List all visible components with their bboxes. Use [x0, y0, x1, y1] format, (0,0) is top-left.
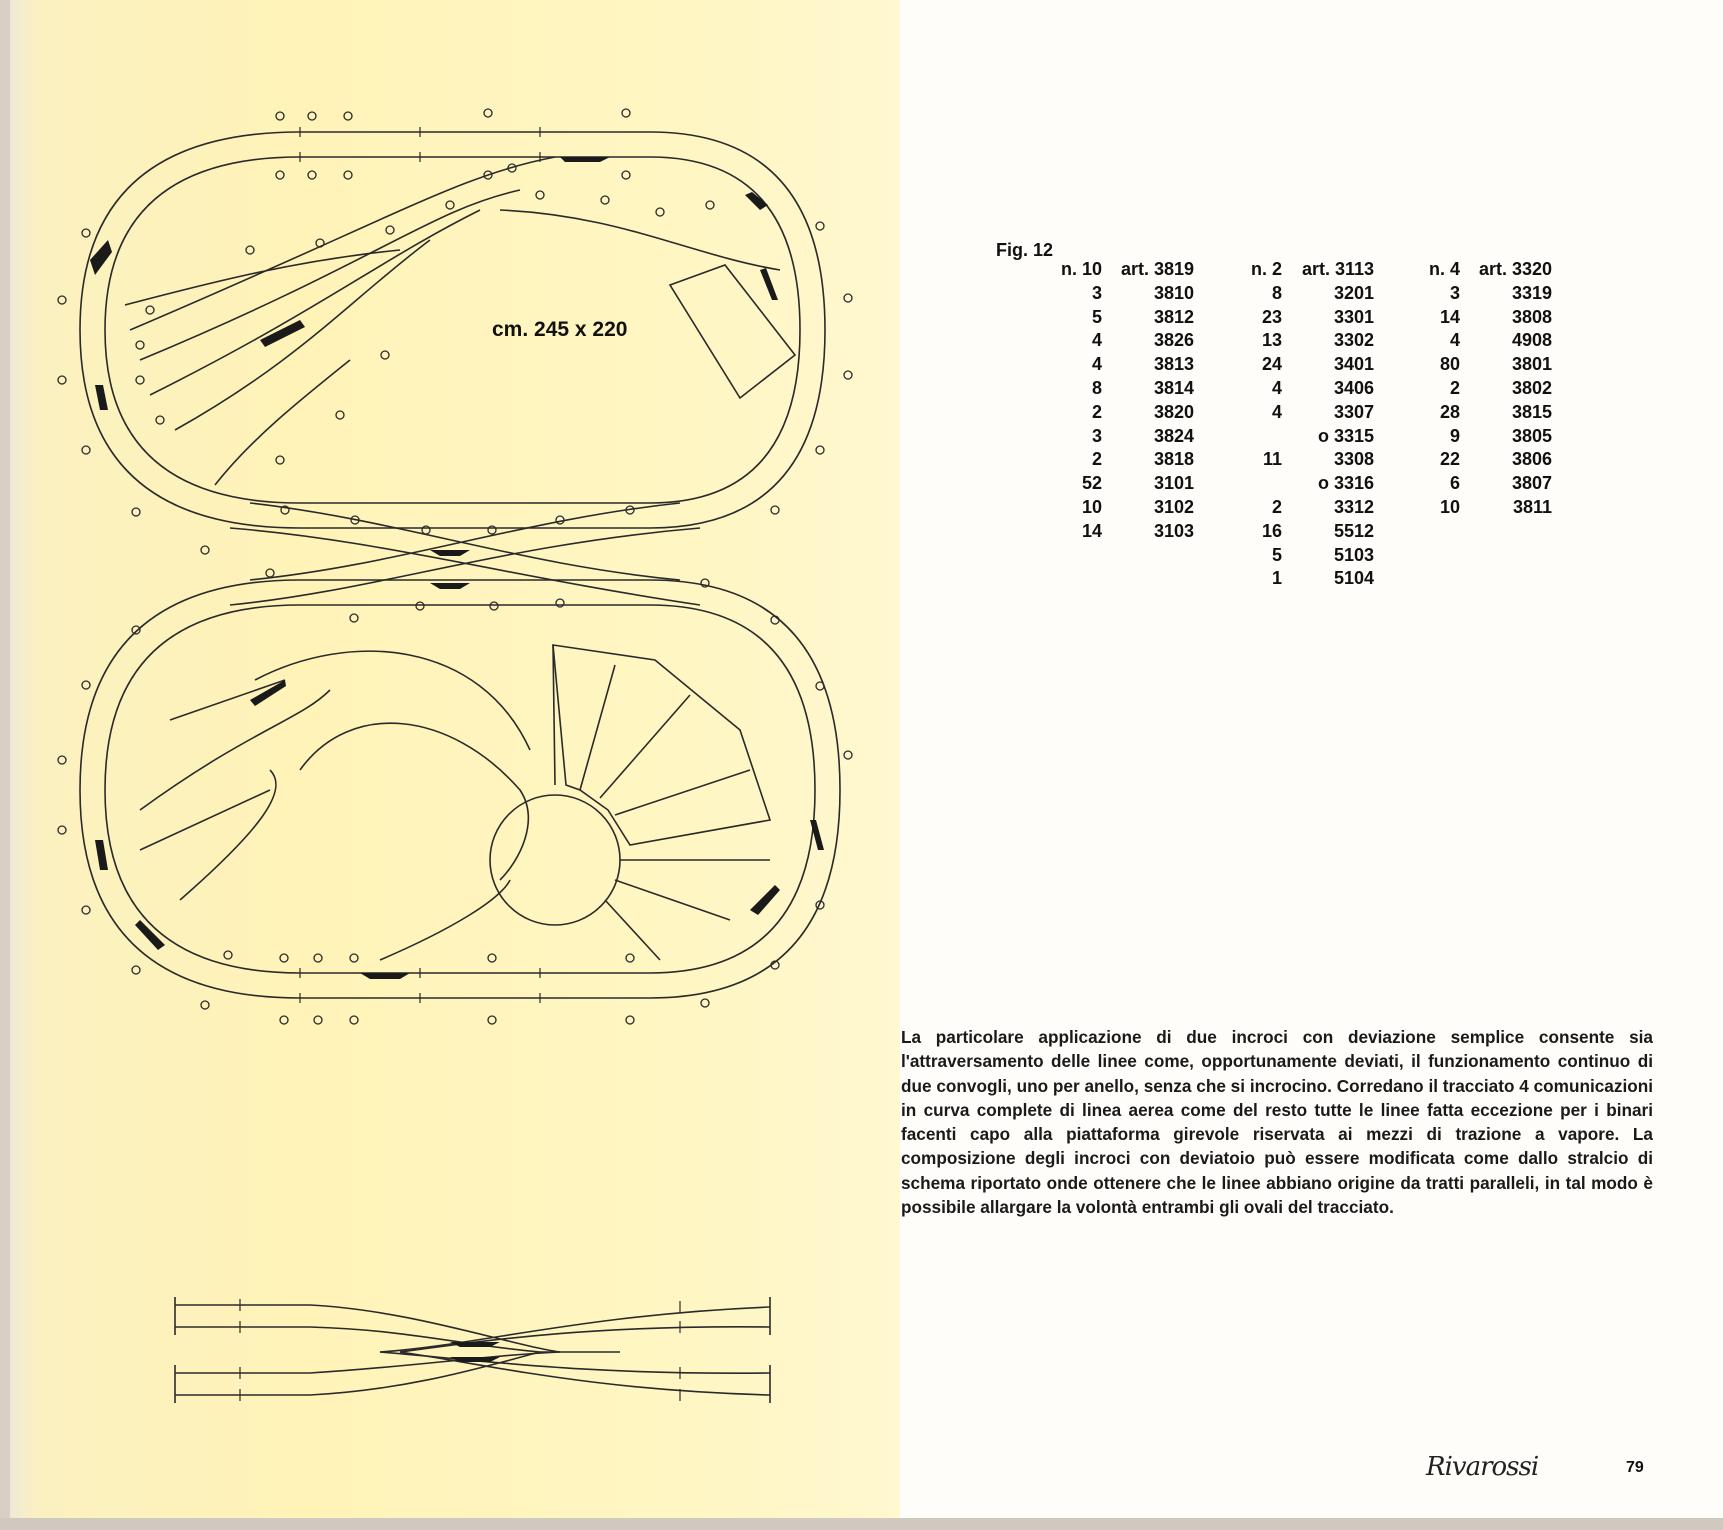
parts-quantity: 2 [1091, 449, 1102, 470]
lower-branch-3 [140, 790, 270, 850]
parts-row [1210, 472, 1374, 496]
parts-row [1210, 377, 1374, 401]
parts-article: 3810 [1153, 282, 1194, 303]
lower-oval-outer-track [80, 580, 840, 998]
parts-article: 3815 [1511, 401, 1552, 422]
parts-row [1388, 353, 1552, 377]
parts-row [1030, 448, 1194, 472]
parts-article: 3201 [1333, 282, 1374, 303]
parts-quantity: n. 4 [1428, 259, 1460, 279]
parts-article: 3101 [1153, 473, 1194, 494]
turntable [490, 795, 620, 925]
parts-row [1210, 567, 1374, 591]
parts-article: 3818 [1153, 449, 1194, 470]
parts-row [1030, 329, 1194, 353]
parts-quantity: 4 [1091, 330, 1102, 351]
parts-quantity: 2 [1091, 401, 1102, 422]
parts-row [1030, 401, 1194, 425]
parts-article: 3312 [1333, 496, 1374, 517]
parts-row [1030, 306, 1194, 330]
parts-article: 3103 [1153, 520, 1194, 541]
yard-track-6 [215, 360, 350, 485]
parts-row [1210, 258, 1374, 282]
parts-article: 3806 [1511, 449, 1552, 470]
parts-quantity: 4 [1091, 354, 1102, 375]
parts-row [1210, 282, 1374, 306]
parts-row [1030, 520, 1194, 544]
parts-quantity: 9 [1449, 425, 1460, 446]
parts-quantity: 16 [1261, 520, 1282, 541]
parts-quantity: 1 [1271, 568, 1282, 589]
description-paragraph: La particolare applicazione di due incroci con deviazione semplice consente sia l'attraversamento delle linee come, opportunamente deviati, il funzionamento continuo di due convogli, uno per anello, senza che si incrocino. Corredano il tracciato 4 comunicazioni in curva complete di linea aerea come del resto tutte le linee fatta eccezione per i binari facenti capo alla piattaforma girevole riservata ai mezzi di trazione a vapore. La composizione degli incroci con deviatoio può essere modificata come dallo stralcio di schema riportato onde ottenere che le linee abbiano origine da tratti paralleli, in tal modo è possibile allargare la volontà entrambi gli ovali del tracciato. [901, 1027, 1653, 1218]
parts-article: 5512 [1333, 520, 1374, 541]
yard-track-3 [150, 210, 480, 395]
parts-quantity: 28 [1439, 401, 1460, 422]
brand-logo: Rivarossi [1426, 1452, 1539, 1482]
parts-row [1388, 329, 1552, 353]
parts-row [1030, 425, 1194, 449]
parts-quantity: 2 [1271, 496, 1282, 517]
parts-row [1210, 329, 1374, 353]
crossover-track-a [230, 528, 700, 605]
parts-quantity: 4 [1271, 401, 1282, 422]
parts-row [1210, 401, 1374, 425]
parts-row [1210, 306, 1374, 330]
parts-article: 3812 [1153, 306, 1194, 327]
lower-oval-inner-track [105, 605, 815, 973]
parts-quantity: 3 [1091, 282, 1102, 303]
parts-column-2 [1210, 258, 1374, 591]
parts-column-1 [1030, 258, 1194, 544]
parts-quantity: 14 [1081, 520, 1102, 541]
lower-branch-1 [170, 680, 285, 720]
parts-article: 3302 [1333, 330, 1374, 351]
parts-article: 3807 [1511, 473, 1552, 494]
parts-article: o 3315 [1317, 425, 1374, 446]
parts-quantity: 2 [1449, 377, 1460, 398]
parts-quantity: 5 [1091, 306, 1102, 327]
parts-article: 3820 [1153, 401, 1194, 422]
parts-article: 3813 [1153, 354, 1194, 375]
parts-row [1210, 544, 1374, 568]
parts-quantity: 52 [1081, 473, 1102, 494]
parts-article: 3826 [1153, 330, 1194, 351]
parts-article: 3301 [1333, 306, 1374, 327]
parts-row [1030, 496, 1194, 520]
parts-article: 3308 [1333, 449, 1374, 470]
parts-quantity: 8 [1091, 377, 1102, 398]
parts-quantity: 3 [1449, 282, 1460, 303]
upper-oval-outer-track [80, 132, 825, 528]
parts-row [1210, 496, 1374, 520]
parts-row [1388, 496, 1552, 520]
parts-article: 3805 [1511, 425, 1552, 446]
right-page-panel [900, 0, 1723, 1530]
figure-label: Fig. 12 [996, 240, 1054, 260]
parts-quantity: n. 2 [1250, 259, 1282, 279]
parts-quantity: 11 [1262, 449, 1282, 470]
parts-row [1388, 377, 1552, 401]
yard-track-7 [500, 210, 780, 270]
parts-quantity: 10 [1439, 496, 1460, 517]
page-number: 79 [1626, 1459, 1644, 1476]
parts-article: 3802 [1511, 377, 1552, 398]
parts-row [1030, 472, 1194, 496]
parts-row [1388, 425, 1552, 449]
parts-article: o 3316 [1317, 473, 1374, 494]
lower-branch-4 [180, 770, 276, 900]
lower-loop-track-2 [380, 880, 510, 960]
parts-article: art. 3320 [1478, 259, 1552, 279]
yard-track-2 [140, 190, 520, 360]
parts-row [1210, 353, 1374, 377]
engine-shed [670, 265, 795, 398]
lower-branch-2 [140, 690, 330, 810]
parts-quantity: 14 [1439, 306, 1460, 327]
parts-quantity: 3 [1091, 425, 1102, 446]
parts-row [1030, 282, 1194, 306]
parts-quantity: 24 [1261, 354, 1282, 375]
parts-quantity: 13 [1261, 330, 1282, 351]
parts-article: 3801 [1511, 354, 1552, 375]
parts-row [1388, 401, 1552, 425]
yard-track-4 [175, 240, 430, 430]
parts-article: art. 3819 [1120, 259, 1194, 279]
parts-quantity [1210, 425, 1282, 449]
roundhouse [553, 645, 770, 845]
parts-article: 3814 [1153, 377, 1194, 398]
parts-article: 3307 [1333, 401, 1374, 422]
parts-quantity: 8 [1271, 282, 1282, 303]
parts-quantity: 80 [1439, 354, 1460, 375]
parts-row [1210, 520, 1374, 544]
parts-quantity: 10 [1081, 496, 1102, 517]
parts-quantity: 6 [1449, 473, 1460, 494]
parts-article: art. 3113 [1301, 259, 1374, 279]
lower-loop-track [300, 723, 528, 880]
parts-row [1388, 258, 1552, 282]
parts-quantity: 22 [1439, 449, 1460, 470]
parts-row [1388, 306, 1552, 330]
plan-dimensions-label: cm. 245 x 220 [492, 318, 628, 341]
yard-track-1 [130, 157, 555, 330]
parts-article: 3319 [1511, 282, 1552, 303]
parts-row [1388, 282, 1552, 306]
parts-row [1210, 448, 1374, 472]
parts-row [1210, 425, 1374, 449]
crossover-track-d [250, 503, 680, 580]
parts-row [1030, 377, 1194, 401]
parts-row [1030, 258, 1194, 282]
parts-article: 3401 [1333, 354, 1374, 375]
parts-row [1388, 448, 1552, 472]
parts-quantity: 4 [1271, 377, 1282, 398]
parts-article: 5103 [1333, 544, 1374, 565]
parts-row [1030, 353, 1194, 377]
parts-article: 5104 [1333, 568, 1374, 589]
parts-article: 3811 [1512, 496, 1552, 517]
parts-row [1388, 472, 1552, 496]
parts-article: 3102 [1153, 496, 1194, 517]
parts-quantity: n. 10 [1060, 259, 1102, 279]
parts-quantity: 5 [1271, 544, 1282, 565]
parts-quantity: 23 [1261, 306, 1282, 327]
parts-quantity [1210, 472, 1282, 496]
parts-article: 3824 [1153, 425, 1194, 446]
parts-article: 4908 [1511, 330, 1552, 351]
parts-article: 3808 [1511, 306, 1552, 327]
lower-curve-track [255, 651, 530, 750]
page-bottom-edge [0, 1518, 1723, 1530]
parts-column-3 [1388, 258, 1552, 520]
crossing-detail-diagram [160, 1285, 780, 1410]
parts-article: 3406 [1333, 377, 1374, 398]
parts-quantity: 4 [1449, 330, 1460, 351]
